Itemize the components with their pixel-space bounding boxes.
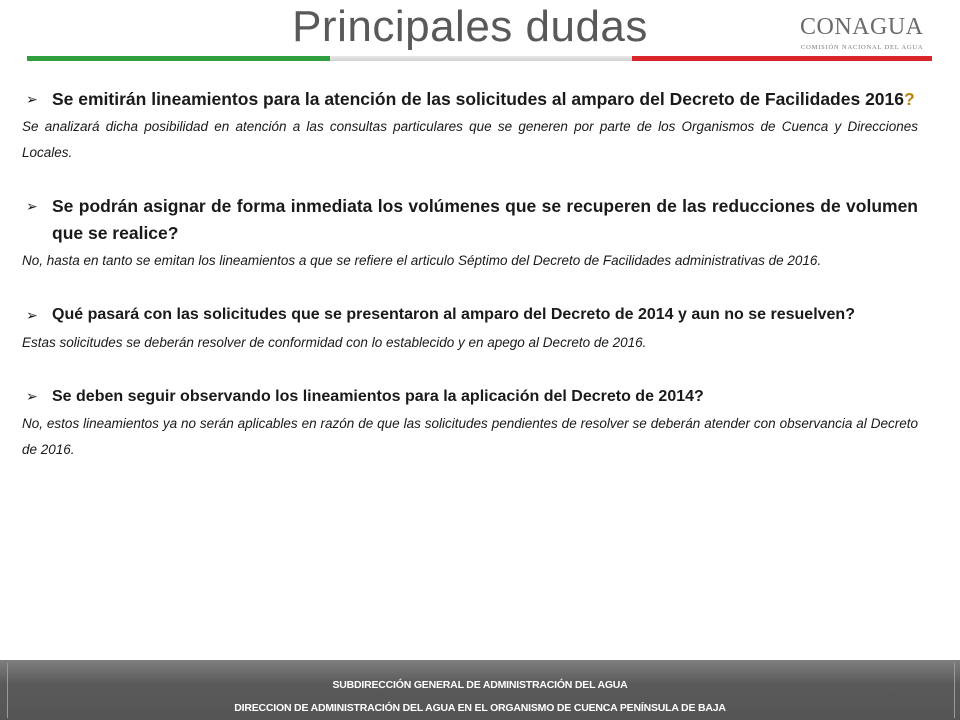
arrow-bullet-icon: ➢ xyxy=(26,198,38,214)
faq-list xyxy=(22,86,918,490)
arrow-bullet-icon: ➢ xyxy=(26,307,38,323)
tricolor-divider xyxy=(27,56,932,61)
divider-red xyxy=(632,56,932,61)
faq-question: ➢ Se emitirán lineamientos para la atención de las solicitudes al amparo del Decreto de Facilidades 2016? xyxy=(22,86,918,113)
faq-question: ➢ Se deben seguir observando los lineamientos para la aplicación del Decreto de 2014? xyxy=(22,383,918,410)
faq-item xyxy=(22,383,918,463)
faq-answer: Se analizará dicha posibilidad en atención a las consultas particulares que se generen por parte de los Organismos de Cuenca y Direcciones Locales. xyxy=(22,119,918,160)
divider-white xyxy=(330,56,632,61)
faq-item xyxy=(22,86,918,166)
footer-line-2: DIRECCION DE ADMINISTRACIÓN DEL AGUA EN EL ORGANISMO DE CUENCA PENÍNSULA DE BAJA xyxy=(234,702,726,714)
faq-item xyxy=(22,193,918,274)
faq-answer: No, estos lineamientos ya no serán aplicables en razón de que las solicitudes pendientes de resolver se deberán atender con observancia al Decreto de 2016. xyxy=(22,416,918,457)
conagua-logo xyxy=(800,14,930,54)
arrow-bullet-icon: ➢ xyxy=(26,388,38,404)
faq-question: ➢ Se podrán asignar de forma inmediata los volúmenes que se recuperen de las reducciones de volumen que se realice? xyxy=(22,193,918,247)
divider-green xyxy=(27,56,330,61)
logo-name: CONAGUA xyxy=(800,14,924,40)
faq-item xyxy=(22,301,918,356)
footer-line-1: SUBDIRECCIÓN GENERAL DE ADMINISTRACIÓN DEL AGUA xyxy=(332,679,628,691)
faq-answer: Estas solicitudes se deberán resolver de conformidad con lo establecido y en apego al Decreto de 2016. xyxy=(22,335,647,350)
faq-answer: No, hasta en tanto se emitan los lineamientos a que se refiere el articulo Séptimo del Decreto de Facilidades administrativas de 2016. xyxy=(22,253,822,268)
arrow-bullet-icon: ➢ xyxy=(26,91,38,107)
footer-bar xyxy=(0,660,960,720)
logo-subtitle: COMISIÓN NACIONAL DEL AGUA xyxy=(801,44,924,51)
faq-question: ➢ Qué pasará con las solicitudes que se presentaron al amparo del Decreto de 2014 y aun no se resuelven? xyxy=(22,301,918,329)
page-title: Principales dudas xyxy=(292,2,648,51)
